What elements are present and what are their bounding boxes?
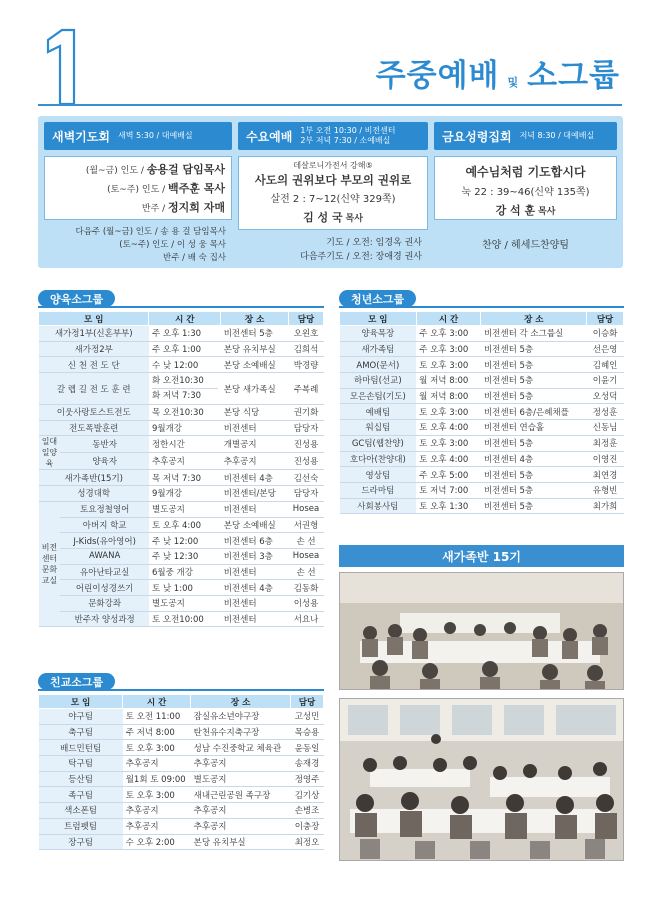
cell: 토 오후 1:30 [416, 498, 481, 514]
table-row [39, 709, 324, 725]
cell: 김희석 [289, 341, 324, 357]
col-header: 모 임 [39, 312, 149, 326]
cell: 고성민 [291, 709, 324, 725]
cell: 주 낮 12:30 [149, 548, 221, 564]
table-row [39, 486, 324, 502]
cell: 주 오후 3:00 [416, 326, 481, 342]
table-row [340, 357, 624, 373]
friday-praise-team: 찬양 / 헤세드찬양팀 [481, 240, 569, 251]
cell-name: 트럼펫팀 [39, 818, 123, 834]
cell: 비전센터 5층 [221, 326, 289, 342]
chingyo-table [38, 694, 324, 850]
cell: 오성덕 [587, 388, 624, 404]
cell: 비전센터 3층 [221, 548, 289, 564]
cell: 본당 소예배실 [221, 357, 289, 373]
cell: 주복례 [289, 373, 324, 405]
cell-name: 등산팀 [39, 771, 123, 787]
cell-name: 새가족팀 [340, 341, 417, 357]
cell: 정성훈 [587, 404, 624, 420]
cell: 손 선 [289, 564, 324, 580]
cell: 비전센터 [221, 501, 289, 517]
cell: 월 저녁 8:00 [416, 373, 481, 389]
group-cell: 비전센터문화교실 [39, 501, 61, 627]
table-row [340, 326, 624, 342]
cell: 비전센터 5층 [481, 482, 587, 498]
class-photo-1 [339, 572, 624, 690]
cell-name: 호다아(찬양대) [340, 451, 417, 467]
cell: 주 오후 1:00 [149, 341, 221, 357]
friday-sermon-box: 예수님처럼 기도합시다 눅 22 : 39~46(신약 135쪽) 강 석 훈 목사 [434, 156, 617, 220]
cell-name: 하마팀(선교) [340, 373, 417, 389]
cell-name: 모은손팀(기도) [340, 388, 417, 404]
cell: 토 오후 3:00 [123, 787, 191, 803]
cell-name: 이웃사랑토스트전도 [39, 405, 149, 421]
cell: 정한시간 [149, 436, 221, 453]
table-row [39, 787, 324, 803]
table-row [340, 404, 624, 420]
friday-meeting-column [434, 122, 617, 262]
cell-name: 사회봉사팀 [340, 498, 417, 514]
cell: 비전센터 [221, 564, 289, 580]
cell: 유형빈 [587, 482, 624, 498]
cell: 주 오후 5:00 [416, 467, 481, 483]
cell-name: 색소폰팀 [39, 803, 123, 819]
table-row [340, 451, 624, 467]
cell-name: 유아난타교실 [60, 564, 149, 580]
wednesday-sermon-box: 데살로니가전서 강해⑤ 사도의 권위보다 부모의 권위로 살전 2 : 7~12(신약 329쪽) 김 성 국 목사 [238, 156, 428, 230]
youth-rule [339, 306, 624, 308]
cell: 화 오전10:30 화 저녁 7:30 [149, 373, 221, 405]
cell: 목 오전10:30 [149, 405, 221, 421]
cell: 비전센터 5층 [481, 341, 587, 357]
table-row [39, 405, 324, 421]
cell-name: 족구팀 [39, 787, 123, 803]
cell-name: 전도폭발훈련 [39, 420, 149, 436]
cell-name: 새가족반(15기) [39, 470, 149, 486]
cell: 최연경 [587, 467, 624, 483]
cell: 토 오전 11:00 [123, 709, 191, 725]
cell-name: 신 천 전 도 단 [39, 357, 149, 373]
table-row [340, 467, 624, 483]
cell-name: 예배팀 [340, 404, 417, 420]
wednesday-prayer: 기도 / 오전: 임경옥 권사 다음주기도 / 오전: 장애경 권사 [300, 238, 422, 262]
cell: 이충장 [291, 818, 324, 834]
table-row [39, 834, 324, 850]
table-row [39, 756, 324, 772]
cell: Hosea [289, 501, 324, 517]
cell: 목승용 [291, 724, 324, 740]
cell-name: 문화강좌 [60, 595, 149, 611]
cell: 탄천유수지축구장 [191, 724, 291, 740]
cell: 비전센터 4층 [221, 470, 289, 486]
cell: 토 오후 3:00 [416, 435, 481, 451]
table-row [39, 803, 324, 819]
cell: 비전센터/본당 [221, 486, 289, 502]
cell: 본당 식당 [221, 405, 289, 421]
cell: 김기상 [291, 787, 324, 803]
chingyo-rule [38, 689, 324, 691]
cell: 9월개강 [149, 420, 221, 436]
photo-caption: 새가족반 15기 [339, 545, 624, 567]
cell: 오왼호 [289, 326, 324, 342]
cell: 토 오후 3:00 [416, 404, 481, 420]
friday-meeting-header: 금요성령집회 저녁 8:30 / 대예배실 [434, 122, 617, 150]
cell: 비전센터 [221, 611, 289, 627]
cell-name: AMO(문서) [340, 357, 417, 373]
table-row [39, 341, 324, 357]
col-header: 담당 [291, 695, 324, 709]
table-row [39, 595, 324, 611]
cell: 주 저녁 8:00 [123, 724, 191, 740]
cell: 추후공지 [191, 818, 291, 834]
wednesday-worship-column [238, 122, 428, 262]
table-row [39, 771, 324, 787]
dawn-next-week: 다음주 (월~금) 인도 / 송 용 걸 담임목사 (토~주) 인도 / 이 성 웅 목사 반주 / 배 숙 집사 [75, 227, 226, 263]
cell: 김동화 [289, 580, 324, 596]
cell: 신동님 [587, 420, 624, 436]
cell: 별도공지 [149, 501, 221, 517]
cell: 본당 유치부실 [191, 834, 291, 850]
table-row [39, 818, 324, 834]
cell: 김선숙 [289, 470, 324, 486]
table-row [340, 388, 624, 404]
cell: 비전센터 5층 [481, 388, 587, 404]
cell: Hosea [289, 548, 324, 564]
cell: 정영주 [291, 771, 324, 787]
yangyuk-rule [38, 306, 324, 308]
col-header: 시 간 [416, 312, 481, 326]
cell: 추후공지 [191, 803, 291, 819]
cell: 선은영 [587, 341, 624, 357]
cell: 토 저녁 7:00 [416, 482, 481, 498]
cell: 토 오후 4:00 [149, 517, 221, 533]
cell: 목 저녁 7:30 [149, 470, 221, 486]
yangyuk-tag: 양육소그룹 [38, 290, 115, 307]
cell-name: 새가정1부(신혼부부) [39, 326, 149, 342]
cell: 주 오후 3:00 [416, 341, 481, 357]
cell: 월1회 토 09:00 [123, 771, 191, 787]
cell: 본당 새가족실 [221, 373, 289, 405]
table-row [340, 341, 624, 357]
col-header: 장 소 [221, 312, 289, 326]
cell: 토 오후 3:00 [416, 357, 481, 373]
cell: 이성용 [289, 595, 324, 611]
cell: 비전센터 연습홀 [481, 420, 587, 436]
cell: 김혜인 [587, 357, 624, 373]
cell: 서권형 [289, 517, 324, 533]
col-header: 장 소 [191, 695, 291, 709]
cell: 본당 소예배실 [221, 517, 289, 533]
cell-name: 축구팀 [39, 724, 123, 740]
table-row [39, 373, 324, 405]
col-header: 시 간 [149, 312, 221, 326]
cell: 토 오후 3:00 [123, 740, 191, 756]
cell: 송재경 [291, 756, 324, 772]
section-number [38, 28, 90, 106]
table-row [340, 435, 624, 451]
cell: 비전센터 각 소그룹실 [481, 326, 587, 342]
cell: 진성용 [289, 453, 324, 470]
cell-name: 탁구팀 [39, 756, 123, 772]
page-title: 주중예배 및 소그룹 [375, 58, 620, 94]
cell: 비전센터 4층 [221, 580, 289, 596]
table-row [39, 564, 324, 580]
cell: 추후공지 [123, 756, 191, 772]
cell: 6월중 개강 [149, 564, 221, 580]
cell-name: 야구팀 [39, 709, 123, 725]
cell-name: 어린이성경쓰기 [60, 580, 149, 596]
dawn-leaders: (월~금) 인도 / 송용걸 담임목사 (토~주) 인도 / 백주훈 목사 반주 / 정지희 자매 [44, 156, 232, 220]
cell: 토 오후 4:00 [416, 420, 481, 436]
cell: 비전센터 [221, 595, 289, 611]
cell: 이윤기 [587, 373, 624, 389]
cell: 추후공지 [191, 756, 291, 772]
col-header: 모 임 [39, 695, 123, 709]
cell: 최정훈 [587, 435, 624, 451]
cell: 이승화 [587, 326, 624, 342]
chingyo-tag: 친교소그룹 [38, 673, 115, 690]
cell: 담당자 [289, 420, 324, 436]
cell-name: 영상팀 [340, 467, 417, 483]
cell: 비전센터 6층/은혜채플 [481, 404, 587, 420]
cell-name: 성경대학 [39, 486, 149, 502]
table-row [39, 420, 324, 436]
cell: 수 오후 2:00 [123, 834, 191, 850]
table-row [39, 533, 324, 549]
cell-name: 토요정철영어 [60, 501, 149, 517]
youth-tag: 청년소그룹 [339, 290, 416, 307]
cell-name: 장구팀 [39, 834, 123, 850]
cell: 월 저녁 8:00 [416, 388, 481, 404]
cell: 손병조 [291, 803, 324, 819]
col-header: 담당 [587, 312, 624, 326]
table-row [39, 357, 324, 373]
table-row [39, 740, 324, 756]
cell-name: 양육목장 [340, 326, 417, 342]
cell: 최정오 [291, 834, 324, 850]
cell: 손 선 [289, 533, 324, 549]
dawn-prayer-header: 새벽기도회 새벽 5:30 / 대예배실 [44, 122, 232, 150]
cell: 이영진 [587, 451, 624, 467]
cell: 박경량 [289, 357, 324, 373]
cell-name: 갈 렙 길 전 도 훈 련 [39, 373, 149, 405]
cell-name: 반주자 양성과정 [60, 611, 149, 627]
cell: 비전센터 5층 [481, 498, 587, 514]
cell: 별도공지 [191, 771, 291, 787]
cell: 최가희 [587, 498, 624, 514]
class-photo-2 [339, 698, 624, 861]
header-rule [38, 104, 622, 106]
group-cell: 일대일양육 [39, 436, 61, 470]
table-row [340, 498, 624, 514]
cell: 별도공지 [149, 595, 221, 611]
cell: 윤동일 [291, 740, 324, 756]
cell: 주 오후 1:30 [149, 326, 221, 342]
table-row [39, 501, 324, 517]
cell-name: AWANA [60, 548, 149, 564]
yangyuk-table [38, 311, 324, 627]
cell: 토 낮 1:00 [149, 580, 221, 596]
cell-name: 동반자 [60, 436, 149, 453]
table-row [39, 580, 324, 596]
cell: 추후공지 [149, 453, 221, 470]
table-row [39, 517, 324, 533]
col-header: 담당 [289, 312, 324, 326]
cell-name: 새가정2부 [39, 341, 149, 357]
cell-name: 드라마팀 [340, 482, 417, 498]
cell-name: 배드민턴팀 [39, 740, 123, 756]
table-row [340, 482, 624, 498]
cell: 추후공지 [221, 453, 289, 470]
cell: 9월개강 [149, 486, 221, 502]
cell: 진성용 [289, 436, 324, 453]
cell: 비전센터 5층 [481, 373, 587, 389]
cell: 서요나 [289, 611, 324, 627]
table-row [39, 724, 324, 740]
cell-name: 워십팀 [340, 420, 417, 436]
cell: 비전센터 6층 [221, 533, 289, 549]
cell-name: 양육자 [60, 453, 149, 470]
weekday-worship-panel [38, 116, 623, 268]
table-row [39, 611, 324, 627]
cell: 비전센터 5층 [481, 467, 587, 483]
cell: 비전센터 [221, 420, 289, 436]
cell: 권기화 [289, 405, 324, 421]
cell: 수 낮 12:00 [149, 357, 221, 373]
cell: 추후공지 [123, 803, 191, 819]
table-row [39, 470, 324, 486]
cell: 새내근린공원 족구장 [191, 787, 291, 803]
col-header: 모 임 [340, 312, 417, 326]
wednesday-worship-header: 수요예배 1부 오전 10:30 / 비전센터 2부 저녁 7:30 / 소예배실 [238, 122, 428, 150]
cell: 잠실유소년야구장 [191, 709, 291, 725]
cell: 비전센터 5층 [481, 435, 587, 451]
cell: 개별공지 [221, 436, 289, 453]
table-row [39, 436, 324, 453]
cell-name: GC팀(웹찬양) [340, 435, 417, 451]
cell-name: 아버지 학교 [60, 517, 149, 533]
cell: 토 오전10:00 [149, 611, 221, 627]
table-row [340, 420, 624, 436]
cell-name: J-Kids(유아영어) [60, 533, 149, 549]
cell: 추후공지 [123, 818, 191, 834]
youth-table [339, 311, 624, 514]
cell: 주 낮 12:00 [149, 533, 221, 549]
cell: 비전센터 5층 [481, 357, 587, 373]
table-row [39, 453, 324, 470]
col-header: 시 간 [123, 695, 191, 709]
cell: 본당 유치부실 [221, 341, 289, 357]
table-row [39, 548, 324, 564]
cell: 담당자 [289, 486, 324, 502]
col-header: 장 소 [481, 312, 587, 326]
cell: 비전센터 4층 [481, 451, 587, 467]
table-row [39, 326, 324, 342]
cell: 성남 수진중학교 체육관 [191, 740, 291, 756]
table-row [340, 373, 624, 389]
cell: 토 오후 4:00 [416, 451, 481, 467]
dawn-prayer-column [44, 122, 232, 262]
